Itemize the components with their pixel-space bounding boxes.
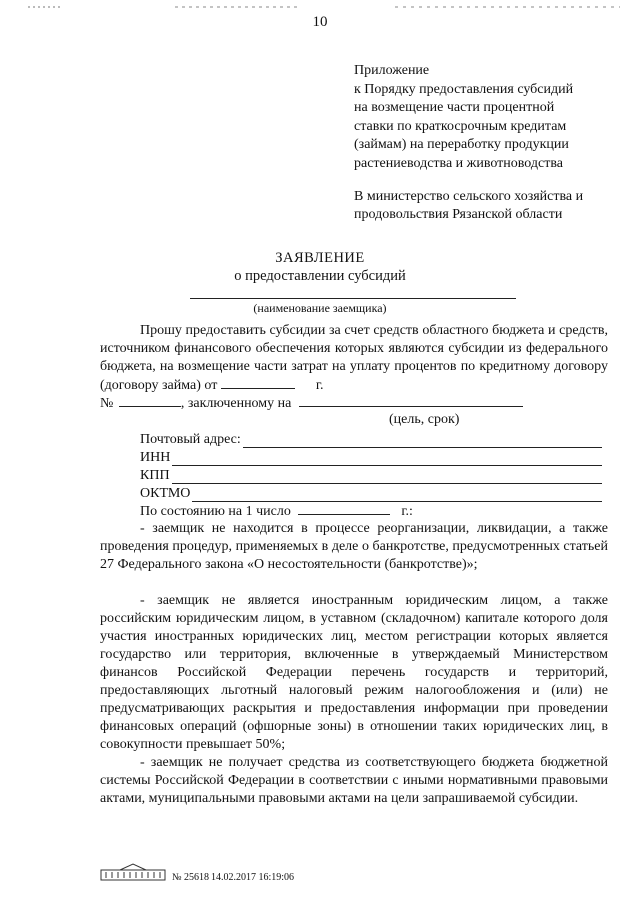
concluded-text: , заключенному на <box>180 396 292 411</box>
inn-row <box>140 448 608 466</box>
addressee-line: В министерство сельского хозяйства и <box>354 188 584 204</box>
appendix-line: на возмещение части процентной <box>354 100 555 116</box>
postal-address-field[interactable] <box>243 433 602 448</box>
registration-number: № 25618 <box>172 872 210 883</box>
purpose-blank[interactable] <box>299 394 523 407</box>
ministry-building-stamp <box>100 862 166 882</box>
appendix-line: ставки по краткосрочным кредитам <box>354 118 567 134</box>
contract-number-blank[interactable] <box>119 394 181 407</box>
condition-item: - заемщик не получает средства из соответствующего бюджета бюджетной системы Российской Федерации в соответствии с иными нормативными правовыми актами, муниципальными правовыми актами на цели запрашиваемой субсидии. <box>100 755 608 806</box>
document-title: ЗАЯВЛЕНИЕ <box>275 250 365 266</box>
as-of-suffix: г.: <box>401 504 413 519</box>
appendix-line: (займам) на переработку продукции <box>354 137 569 153</box>
oktmo-row <box>140 484 608 502</box>
year-suffix: г. <box>315 378 324 393</box>
oktmo-label: ОКТМО <box>140 486 191 501</box>
scan-noise <box>0 4 640 10</box>
page-number: 10 <box>312 14 328 30</box>
appendix-line: Приложение <box>354 63 430 78</box>
kpp-label: КПП <box>140 468 170 483</box>
appendix-line: к Порядку предоставления субсидий <box>354 81 574 97</box>
kpp-row <box>140 466 608 484</box>
contract-date-blank[interactable] <box>221 376 295 389</box>
kpp-field[interactable] <box>172 469 602 484</box>
as-of-row <box>140 502 413 521</box>
postal-address-row <box>140 430 608 448</box>
inn-field[interactable] <box>172 451 602 466</box>
inn-label: ИНН <box>140 450 171 465</box>
appendix-block <box>354 62 583 225</box>
document-subtitle: о предоставлении субсидий <box>234 268 406 284</box>
postal-address-label: Почтовый адрес: <box>140 432 241 447</box>
number-sign: № <box>100 396 114 411</box>
borrower-caption: (наименование заемщика) <box>253 301 387 315</box>
as-of-date-blank[interactable] <box>298 502 390 515</box>
condition-item: - заемщик не находится в процессе реорганизации, ликвидации, а также проведения процедур, применяемых в деле о банкротстве, предусмотренных статьей 27 Федерального закона «О несостоятельности (банкротстве)»; <box>100 521 608 572</box>
as-of-label: По состоянию на 1 число <box>140 504 291 519</box>
purpose-caption: (цель, срок) <box>389 412 460 427</box>
addressee-line: продовольствия Рязанской области <box>354 207 563 223</box>
oktmo-field[interactable] <box>192 487 602 502</box>
borrower-name-line[interactable] <box>190 298 516 299</box>
registration-datetime: 14.02.2017 16:19:06 <box>211 872 295 883</box>
appendix-line: растениеводства и животноводства <box>354 155 563 171</box>
request-paragraph <box>100 322 608 395</box>
condition-item: - заемщик не является иностранным юридическим лицом, а также российским юридическим лицом, в уставном (складочном) капитале которого доля участия иностранных юридических лиц, местом регистрации которых является государство или территория, включенные в утверждаемый Министерством финансов Российской Федерации перечень государств и территорий, предоставляющих льготный налоговый режим налогообложения и (или) не предусматривающих раскрытия и предоставления информации при проведении финансовых операций (офшорные зоны) в отношении таких юридических лиц, в совокупности превышает 50%; <box>100 593 608 752</box>
contract-number-row <box>100 394 608 413</box>
request-text: Прошу предоставить субсидии за счет средств областного бюджета и средств, источником финансового обеспечения которых являются субсидии из федерального бюджета, на возмещение части затрат на уплату процентов по кредитному договору (договору займа) от <box>100 323 608 393</box>
